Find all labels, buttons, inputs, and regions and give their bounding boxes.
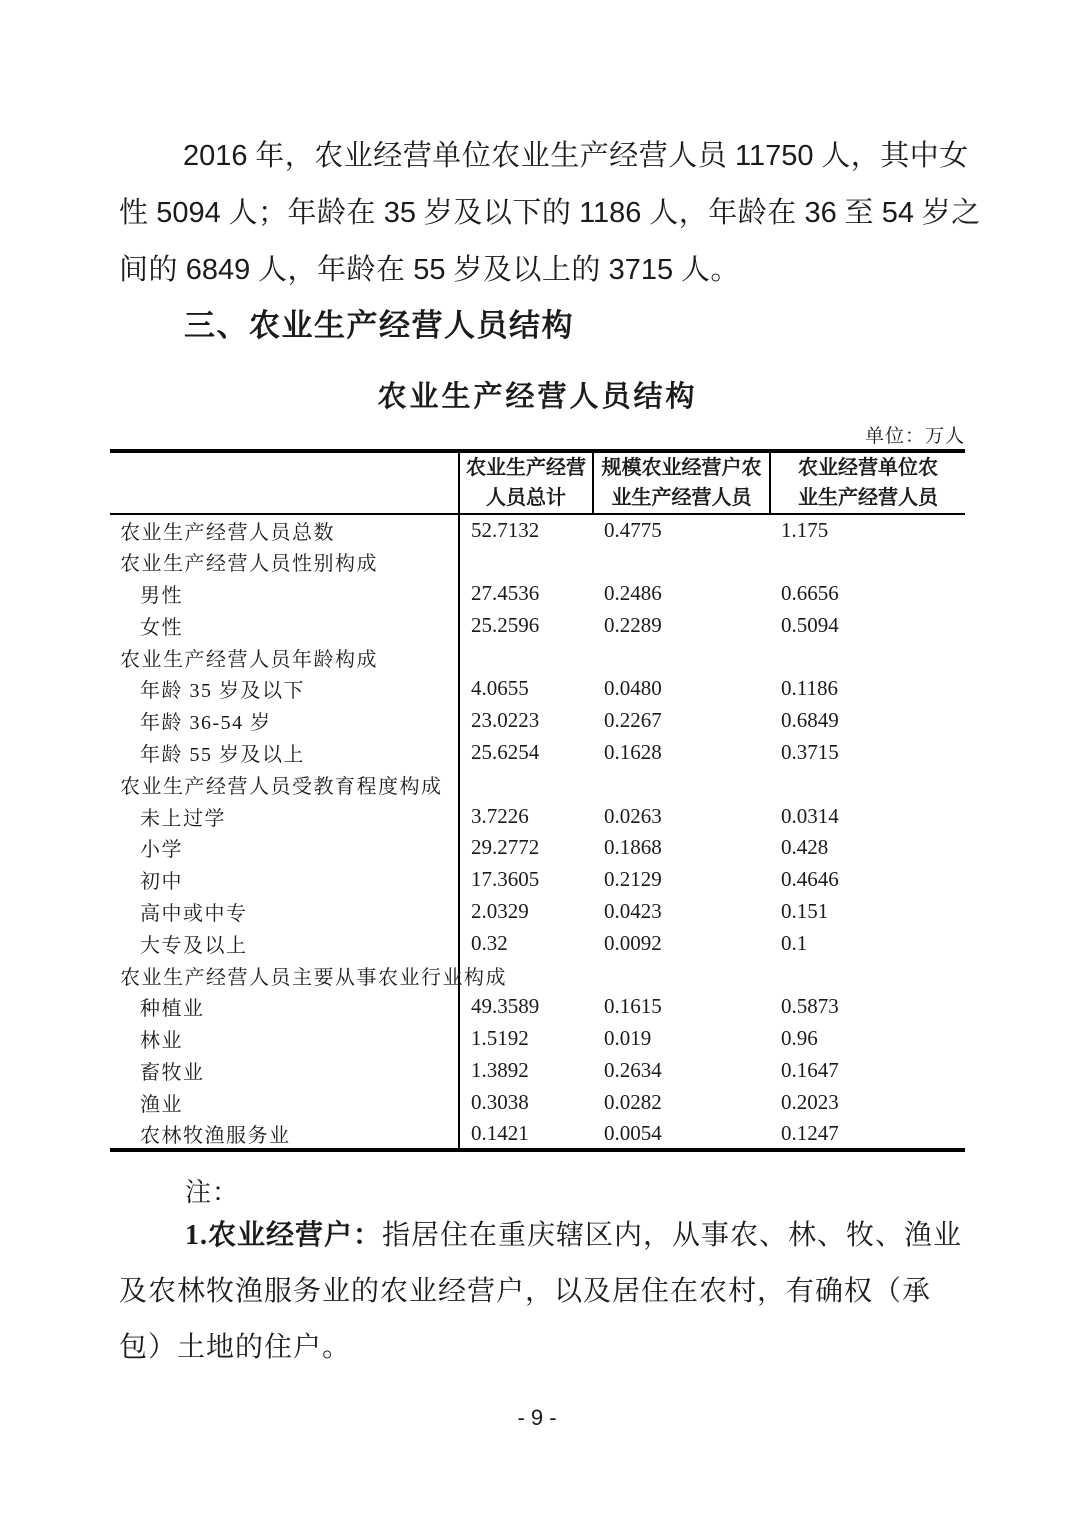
cell-value: 0.151 (781, 898, 829, 923)
cell-value: 0.1647 (781, 1057, 839, 1082)
cell-value: 0.4775 (604, 517, 662, 542)
column-header: 农业生产经营 人员总计 (459, 451, 593, 514)
cell-value: 0.3715 (781, 739, 839, 764)
text-line (119, 1320, 964, 1376)
cell-value: 0.0314 (781, 803, 839, 828)
cell-value (459, 641, 593, 673)
table-row (110, 768, 965, 800)
cell-value (770, 546, 965, 578)
cell-value: 27.4536 (471, 580, 540, 605)
text-segment: 35 (383, 197, 417, 229)
cell-value: 29.2772 (471, 835, 540, 860)
section-heading: 三、农业生产经营人员结构 (184, 308, 574, 343)
table-header-row (110, 451, 965, 514)
row-label: 农业生产经营人员总数 (110, 514, 459, 546)
corner-cell (110, 451, 459, 514)
cell-value (593, 959, 770, 991)
cell-value (593, 641, 770, 673)
table-row (110, 800, 965, 832)
text-line (119, 242, 959, 299)
text-segment: 岁及以下的 (416, 197, 580, 229)
note-paragraph (119, 1208, 964, 1376)
cell-value: 0.1186 (781, 676, 838, 701)
text-segment: 人；年龄在 (220, 197, 384, 229)
table-row (110, 546, 965, 578)
cell-value (770, 959, 965, 991)
row-label: 农业生产经营人员性别构成 (110, 546, 459, 578)
text-segment: 岁之 (914, 197, 981, 229)
table-row (110, 705, 965, 737)
cell-value: 0.32 (471, 930, 508, 955)
row-label: 农业生产经营人员年龄构成 (110, 641, 459, 673)
text-segment: 11750 (735, 140, 814, 172)
table-row (110, 578, 965, 610)
notes-label: 注： (185, 1178, 240, 1207)
text-segment: 54 (881, 197, 915, 229)
table-unit-label: 单位：万人 (864, 426, 965, 447)
cell-value: 0.4646 (781, 867, 839, 892)
cell-value: 0.5873 (781, 994, 839, 1019)
cell-value: 0.0263 (604, 803, 662, 828)
cell-value (770, 641, 965, 673)
cell-value: 2.0329 (471, 898, 529, 923)
text-segment: 人，年龄在 (641, 197, 805, 229)
row-label: 高中或中专 (110, 896, 459, 928)
text-segment: 5094 (156, 197, 221, 229)
cell-value: 25.2596 (471, 612, 540, 637)
text-segment: 人，年龄在 (250, 254, 414, 286)
cell-value: 0.1615 (604, 994, 662, 1019)
row-label: 年龄 35 岁及以下 (110, 673, 459, 705)
cell-value: 4.0655 (471, 676, 529, 701)
cell-value: 0.428 (781, 835, 829, 860)
text-segment: 人。 (673, 254, 740, 286)
text-segment: 人，其中女 (813, 140, 969, 172)
text-segment: 及农林牧渔服务业的农业经营户，以及居住在农村，有确权（承 (119, 1276, 932, 1307)
cell-value: 1.5192 (471, 1026, 529, 1051)
cell-value: 23.0223 (471, 708, 540, 733)
cell-value: 3.7226 (471, 803, 529, 828)
row-label: 农业生产经营人员主要从事农业行业构成 (110, 959, 459, 991)
text-segment: 性 (119, 197, 157, 229)
text-line (119, 128, 969, 185)
cell-value (593, 768, 770, 800)
cell-value: 0.1 (781, 930, 808, 955)
row-label: 小学 (110, 832, 459, 864)
text-line (119, 1264, 964, 1320)
table-row (110, 1086, 965, 1118)
cell-value: 0.1247 (781, 1120, 839, 1145)
row-label: 种植业 (110, 991, 459, 1023)
text-segment: 6849 (185, 254, 251, 286)
cell-value: 1.175 (781, 517, 829, 542)
table-row (110, 896, 965, 928)
text-segment: 1186 (579, 197, 642, 229)
text-line (119, 1208, 964, 1264)
table-row (110, 832, 965, 864)
personnel-structure-table (110, 449, 965, 1152)
row-label: 农业生产经营人员受教育程度构成 (110, 768, 459, 800)
cell-value: 0.1421 (471, 1120, 529, 1145)
cell-value: 0.0423 (604, 898, 662, 923)
row-label: 大专及以上 (110, 927, 459, 959)
text-segment: 岁及以上的 (445, 254, 609, 286)
cell-value: 0.0092 (604, 930, 662, 955)
cell-value: 0.1868 (604, 835, 662, 860)
row-label: 未上过学 (110, 800, 459, 832)
cell-value: 0.3038 (471, 1089, 529, 1114)
table-row (110, 609, 965, 641)
text-segment: 55 (413, 254, 446, 286)
cell-value (593, 546, 770, 578)
row-label: 畜牧业 (110, 1055, 459, 1087)
cell-value: 0.0054 (604, 1120, 662, 1145)
cell-value (459, 768, 593, 800)
column-header: 规模农业经营户农 业生产经营人员 (593, 451, 770, 514)
text-segment: 1.农业经营户： (185, 1220, 383, 1251)
cell-value: 0.2634 (604, 1057, 662, 1082)
row-label: 农林牧渔服务业 (110, 1118, 459, 1150)
row-label: 女性 (110, 609, 459, 641)
table-title: 农业生产经营人员结构 (377, 381, 698, 413)
cell-value: 0.6849 (781, 708, 839, 733)
table-row (110, 1118, 965, 1150)
row-label: 渔业 (110, 1086, 459, 1118)
column-header: 农业经营单位农 业生产经营人员 (770, 451, 965, 514)
cell-value: 0.0480 (604, 676, 662, 701)
table-row (110, 737, 965, 769)
page-number: - 9 - (517, 1405, 557, 1430)
cell-value (459, 546, 593, 578)
cell-value: 49.3589 (471, 994, 540, 1019)
cell-value: 0.5094 (781, 612, 839, 637)
cell-value: 0.2023 (781, 1089, 839, 1114)
cell-value: 1.3892 (471, 1057, 529, 1082)
text-line (119, 185, 981, 242)
row-label: 林业 (110, 1023, 459, 1055)
text-segment: 指居住在重庆辖区内，从事农、林、牧、渔业 (382, 1220, 963, 1251)
cell-value: 0.2267 (604, 708, 662, 733)
text-segment: 2016 (183, 140, 248, 172)
text-segment: 包）土地的住户。 (119, 1332, 352, 1363)
cell-value: 0.2486 (604, 580, 662, 605)
cell-value: 25.6254 (471, 739, 540, 764)
cell-value: 0.96 (781, 1026, 818, 1051)
table-row (110, 1055, 965, 1087)
table-row (110, 1023, 965, 1055)
table-row (110, 864, 965, 896)
cell-value: 17.3605 (471, 867, 540, 892)
cell-value: 0.2289 (604, 612, 662, 637)
table-row (110, 959, 965, 991)
intro-paragraph (119, 128, 981, 299)
row-label: 年龄 36-54 岁 (110, 705, 459, 737)
cell-value (770, 768, 965, 800)
text-segment: 36 (804, 197, 837, 229)
table-row (110, 641, 965, 673)
table-row (110, 673, 965, 705)
text-segment: 3715 (608, 254, 674, 286)
text-segment: 年，农业经营单位农业生产经营人员 (247, 140, 736, 172)
cell-value: 0.0282 (604, 1089, 662, 1114)
cell-value: 0.1628 (604, 739, 662, 764)
table-row (110, 514, 965, 546)
cell-value: 0.2129 (604, 867, 662, 892)
cell-value: 0.6656 (781, 580, 839, 605)
text-segment: 间的 (119, 254, 186, 286)
cell-value: 0.019 (604, 1026, 652, 1051)
row-label: 男性 (110, 578, 459, 610)
table-row (110, 927, 965, 959)
text-segment: 至 (836, 197, 882, 229)
row-label: 年龄 55 岁及以上 (110, 737, 459, 769)
row-label: 初中 (110, 864, 459, 896)
table-row (110, 991, 965, 1023)
cell-value: 52.7132 (471, 517, 540, 542)
